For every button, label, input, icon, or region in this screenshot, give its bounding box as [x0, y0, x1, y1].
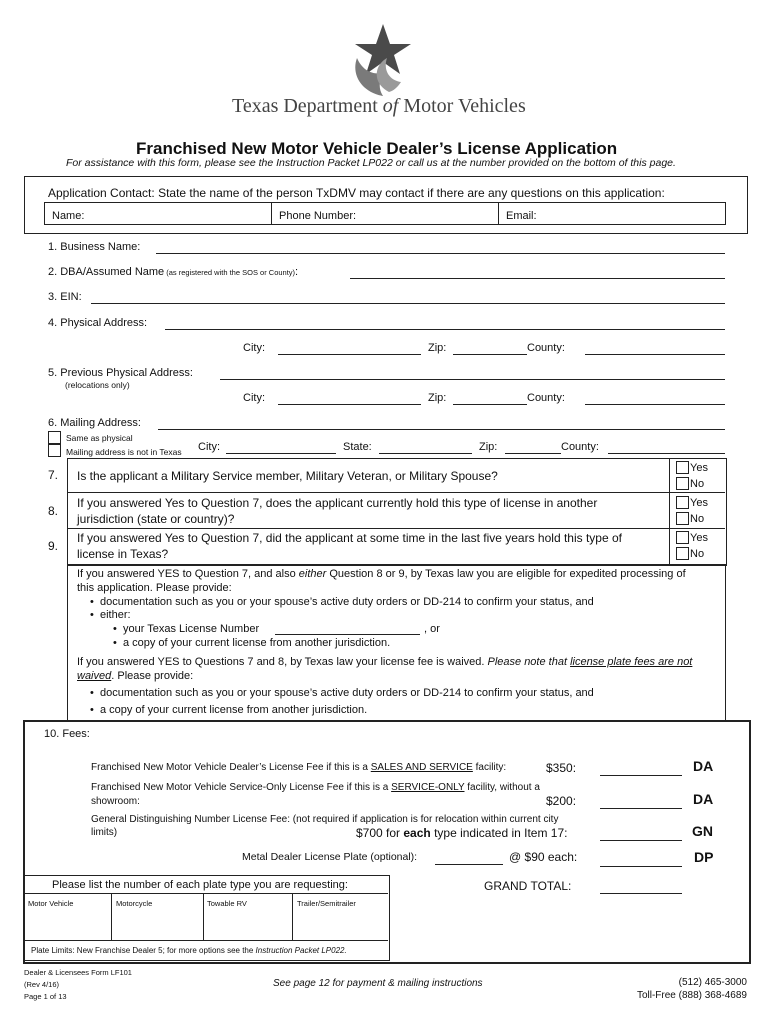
fee-2-text-b: facility, without a [464, 782, 540, 793]
row-divider-1 [68, 492, 725, 493]
info-p2-part-c: license plate fees are not [570, 656, 693, 668]
mailing-city-field[interactable] [226, 453, 336, 454]
q7-text: Is the applicant a Military Service member, Military Veteran, or Military Spouse? [77, 469, 498, 483]
agency-name-part1: Texas Department [232, 95, 383, 117]
previous-city-label: City: [243, 392, 265, 404]
fee-2-text-a: Franchised New Motor Vehicle Service-Only License Fee if this is a [91, 782, 392, 793]
plate-type-motor-vehicle[interactable]: Motor Vehicle [28, 899, 74, 908]
physical-address-label: 4. Physical Address: [48, 317, 148, 329]
info-block-right-border [725, 564, 726, 720]
dba-label-note: (as registered with the SOS or County) [164, 268, 296, 277]
fees-heading: 10. Fees: [44, 728, 90, 740]
fee-1-text-underlined: SALES AND SERVICE [370, 762, 473, 773]
physical-zip-field[interactable] [453, 354, 527, 355]
q8-text-line1: If you answered Yes to Question 7, does the applicant currently hold this type of license in another [77, 496, 598, 510]
ein-field[interactable] [91, 303, 725, 304]
info-p1-line1 [77, 568, 686, 580]
plate-header-divider [25, 893, 388, 894]
fee-4-text: Metal Dealer License Plate (optional): [242, 851, 418, 863]
info-bullet-2-text: either: [99, 609, 131, 621]
fee-3-code: GN [692, 823, 713, 839]
fee-2-text-underlined: SERVICE-ONLY [391, 782, 465, 793]
q8-yes-checkbox[interactable] [676, 496, 689, 509]
plate-limits-note [31, 946, 347, 955]
grand-total-label: GRAND TOTAL: [484, 879, 572, 893]
footer-page-number: Page 1 of 13 [24, 992, 67, 1001]
contact-intro: Application Contact: State the name of the person TxDMV may contact if there are any questions on this application: [48, 186, 665, 200]
q8-no-label: No [690, 513, 705, 525]
previous-address-label: 5. Previous Physical Address: [48, 367, 193, 379]
footer-phone: (512) 465-3000 [678, 977, 747, 988]
dba-label [48, 266, 298, 278]
q9-no-checkbox[interactable] [676, 547, 689, 560]
q9-no-label: No [690, 548, 705, 560]
mailing-zip-label: Zip: [479, 441, 498, 453]
dba-field[interactable] [350, 278, 725, 279]
fee-2-text-line1 [91, 782, 540, 793]
contact-divider-1 [271, 203, 272, 224]
fee-2-field[interactable] [600, 808, 682, 809]
info-bullet-3-text: documentation such as you or your spouse’s active duty orders or DD-214 to confirm your status, and [99, 687, 594, 699]
fee-3-text-line2: limits) [91, 827, 118, 838]
physical-county-label: County: [527, 342, 565, 354]
business-name-label: 1. Business Name: [48, 241, 141, 253]
fee-1-text [91, 762, 506, 773]
form-subtitle: For assistance with this form, please see the Instruction Packet LP022 or call us at the number provided on the bottom of this page. [66, 157, 676, 169]
row-divider-2 [68, 528, 725, 529]
plate-request-heading: Please list the number of each plate type you are requesting: [52, 879, 348, 891]
texas-license-number-field[interactable] [275, 634, 420, 635]
plate-type-motorcycle[interactable]: Motorcycle [116, 899, 153, 908]
q9-number: 9. [48, 539, 59, 553]
mailing-county-label: County: [561, 441, 599, 453]
same-as-physical-checkbox[interactable] [48, 431, 61, 444]
q9-yes-label: Yes [690, 532, 708, 544]
info-p1-either: either [298, 568, 327, 580]
mailing-zip-field[interactable] [505, 453, 561, 454]
footer-tollfree: Toll-Free (888) 368-4689 [636, 990, 747, 1001]
info-subbullet-2: • a copy of your current license from another jurisdiction. [113, 637, 391, 649]
previous-address-note: (relocations only) [65, 380, 130, 390]
previous-county-field[interactable] [585, 404, 725, 405]
info-p2-line2 [77, 670, 193, 682]
fee-2-amount: $200: [546, 794, 577, 808]
contact-email-field[interactable]: Email: [506, 210, 537, 222]
agency-name [232, 95, 526, 118]
q7-no-checkbox[interactable] [676, 477, 689, 490]
mailing-county-field[interactable] [608, 453, 725, 454]
grand-total-field[interactable] [600, 893, 682, 894]
previous-zip-label: Zip: [428, 392, 447, 404]
physical-city-field[interactable] [278, 354, 421, 355]
mailing-state-label: State: [343, 441, 372, 453]
form-title: Franchised New Motor Vehicle Dealer’s License Application [136, 139, 618, 158]
plate-col-divider-3 [292, 894, 293, 940]
not-in-texas-label: Mailing address is not in Texas [66, 447, 182, 457]
physical-address-field[interactable] [165, 329, 725, 330]
fee-2-code: DA [693, 791, 714, 807]
answer-column-divider [669, 459, 670, 564]
q8-yes-label: Yes [690, 497, 708, 509]
contact-name-field[interactable]: Name: [52, 210, 85, 222]
txdmv-star-logo [343, 22, 423, 96]
q8-text-line2: jurisdiction (state or country)? [77, 512, 235, 526]
info-bullet-1: • documentation such as you or your spouse’s active duty orders or DD-214 to confirm your status, and [90, 596, 594, 608]
q7-yes-label: Yes [690, 462, 708, 474]
contact-phone-field[interactable]: Phone Number: [279, 210, 357, 222]
q9-text-line2: license in Texas? [77, 547, 169, 561]
info-p2-waived: waived [77, 670, 112, 682]
info-bullet-2: • either: [90, 609, 131, 621]
fee-4-amount: @ $90 each: [509, 850, 578, 864]
plate-col-divider-2 [203, 894, 204, 940]
dba-label-colon: : [295, 266, 299, 278]
mailing-city-label: City: [198, 441, 220, 453]
fee-3-amount [356, 826, 567, 840]
physical-county-field[interactable] [585, 354, 725, 355]
plate-type-towable-rv[interactable]: Towable RV [207, 899, 247, 908]
info-p1-part-b: Question 8 or 9, by Texas law you are eligible for expedited processing of [326, 568, 686, 580]
fee-3-amount-each: each [403, 826, 431, 840]
mailing-address-field[interactable] [158, 429, 725, 430]
info-p2-line1 [77, 656, 692, 668]
fee-3-text-line1: General Distinguishing Number License Fee: (not required if application is for relocation within current city [91, 814, 559, 825]
fee-3-amount-a: $700 for [356, 826, 404, 840]
info-subbullet-2-text: a copy of your current license from another jurisdiction. [122, 637, 391, 649]
dba-label-main: 2. DBA/Assumed Name [48, 266, 165, 278]
footer-revision: (Rev 4/16) [24, 980, 60, 989]
q9-text-line1: If you answered Yes to Question 7, did the applicant at some time in the last five years hold this type of [77, 531, 622, 545]
mailing-state-field[interactable] [379, 453, 472, 454]
info-subbullet-1: • your Texas License Number [113, 623, 260, 635]
footer-form-number: Dealer & Licensees Form LF101 [24, 968, 132, 977]
mailing-address-label: 6. Mailing Address: [48, 417, 141, 429]
plate-limits-packet: Instruction Packet LP022. [255, 946, 347, 955]
fee-4-code: DP [694, 849, 714, 865]
info-subbullet-1-text: your Texas License Number [122, 623, 260, 635]
plate-limits-text: Plate Limits: New Franchise Dealer 5; for more options see the [31, 946, 256, 955]
fee-1-code: DA [693, 758, 714, 774]
info-bullet-3: • documentation such as you or your spouse’s active duty orders or DD-214 to confirm your status, and [90, 687, 594, 699]
previous-city-field[interactable] [278, 404, 421, 405]
fee-1-text-b: facility: [472, 762, 507, 773]
fee-2-text-line2: showroom: [91, 796, 140, 807]
plate-footer-divider [25, 940, 388, 941]
q7-no-label: No [690, 478, 705, 490]
agency-name-of: of [382, 95, 399, 117]
previous-zip-field[interactable] [453, 404, 527, 405]
fee-4-field[interactable] [600, 866, 682, 867]
contact-divider-2 [498, 203, 499, 224]
business-name-field[interactable] [156, 253, 725, 254]
not-in-texas-checkbox[interactable] [48, 444, 61, 457]
info-block-left-border [67, 564, 68, 720]
info-p1-part-a: If you answered YES to Question 7, and also [77, 568, 299, 580]
q9-yes-checkbox[interactable] [676, 531, 689, 544]
q8-number: 8. [48, 504, 59, 518]
info-bullet-4: • a copy of your current license from another jurisdiction. [90, 704, 368, 716]
info-bullet-4-text: a copy of your current license from another jurisdiction. [99, 704, 368, 716]
plate-type-trailer[interactable]: Trailer/Semitrailer [297, 899, 356, 908]
info-p2-part-e: . Please provide: [111, 670, 194, 682]
info-p1-line2: this application. Please provide: [77, 582, 232, 594]
same-as-physical-label: Same as physical [66, 433, 133, 443]
row-divider-3 [68, 564, 725, 565]
previous-address-field[interactable] [220, 379, 725, 380]
physical-city-label: City: [243, 342, 265, 354]
info-p2-part-a: If you answered YES to Questions 7 and 8, by Texas law your license fee is waived. [77, 656, 488, 668]
ein-label: 3. EIN: [48, 291, 82, 303]
q7-yes-checkbox[interactable] [676, 461, 689, 474]
physical-zip-label: Zip: [428, 342, 447, 354]
fee-3-field[interactable] [600, 840, 682, 841]
footer-mailing-instructions: See page 12 for payment & mailing instructions [273, 978, 483, 989]
contact-fields-row [44, 202, 726, 225]
previous-county-label: County: [527, 392, 565, 404]
info-bullet-1-text: documentation such as you or your spouse’s active duty orders or DD-214 to confirm your status, and [99, 596, 594, 608]
fee-3-amount-c: type indicated in Item 17: [430, 826, 568, 840]
q8-no-checkbox[interactable] [676, 512, 689, 525]
fee-1-field[interactable] [600, 775, 682, 776]
info-subbullet-1-suffix: , or [424, 623, 440, 635]
plate-col-divider-1 [111, 894, 112, 940]
fee-1-text-a: Franchised New Motor Vehicle Dealer’s License Fee if this is a [91, 762, 371, 773]
fee-1-amount: $350: [546, 761, 577, 775]
info-p2-part-b: Please note that [487, 656, 571, 668]
agency-name-part2: Motor Vehicles [398, 95, 526, 117]
plate-quantity-field[interactable] [435, 864, 503, 865]
q7-number: 7. [48, 468, 59, 482]
